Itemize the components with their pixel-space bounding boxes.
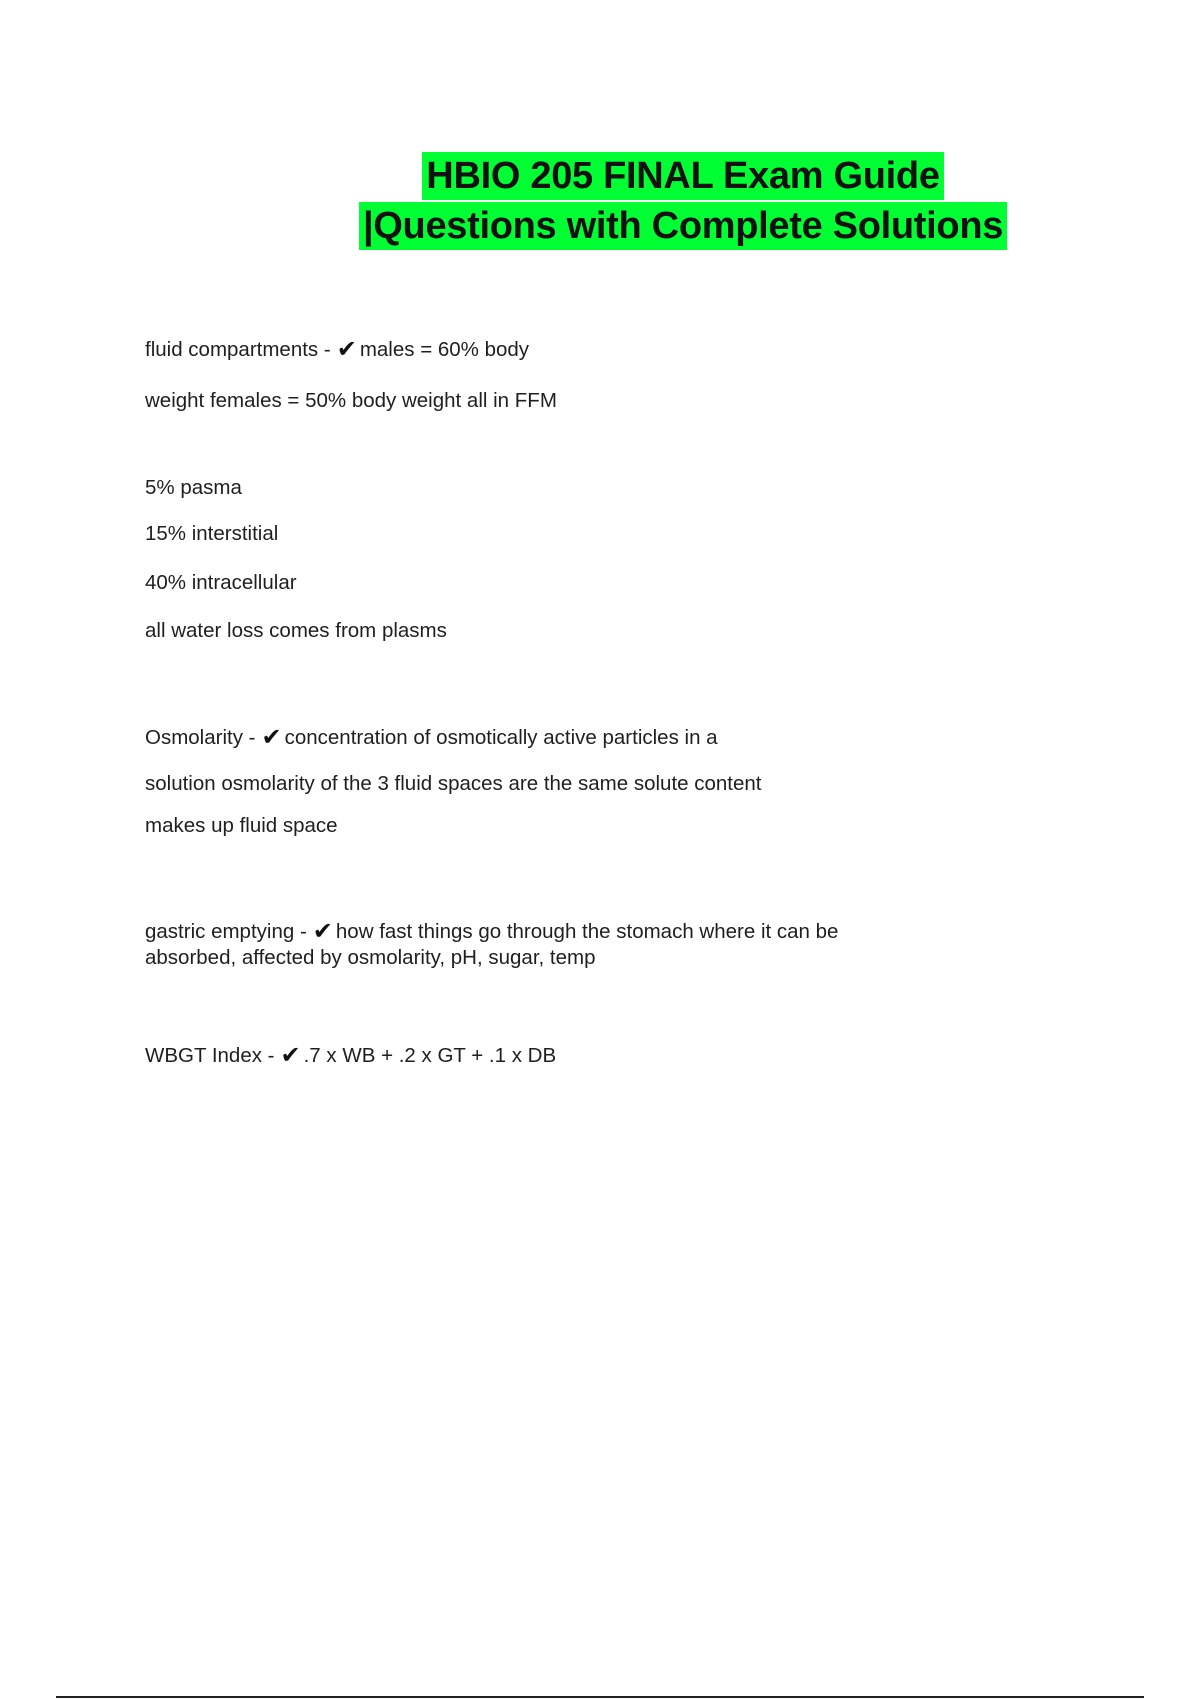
qa-osmolarity-answer-1: concentration of osmotically active particles in a bbox=[284, 726, 718, 749]
page-bottom-rule bbox=[56, 1696, 1144, 1698]
document-title bbox=[346, 152, 1020, 250]
qa-osmolarity-term: Osmolarity - bbox=[145, 726, 256, 749]
qa-fluid-question bbox=[145, 337, 529, 363]
check-mark-icon: ✔ bbox=[336, 336, 357, 363]
check-mark-icon: ✔ bbox=[280, 1042, 301, 1069]
title-line-2: |Questions with Complete Solutions bbox=[359, 202, 1007, 250]
qa-gastric-question bbox=[145, 919, 838, 945]
qa-osmolarity-answer-3: makes up fluid space bbox=[145, 814, 338, 837]
qa-gastric-term: gastric emptying - bbox=[145, 920, 307, 943]
qa-fluid-detail-4: all water loss comes from plasms bbox=[145, 619, 447, 642]
check-mark-icon: ✔ bbox=[261, 724, 282, 751]
qa-wbgt-term: WBGT Index - bbox=[145, 1044, 275, 1067]
qa-gastric-answer-1: how fast things go through the stomach where it can be bbox=[335, 920, 839, 943]
qa-fluid-detail-1: 5% pasma bbox=[145, 476, 242, 499]
check-mark-icon: ✔ bbox=[312, 918, 333, 945]
qa-wbgt-question bbox=[145, 1043, 556, 1069]
qa-fluid-answer-2: weight females = 50% body weight all in FFM bbox=[145, 389, 557, 412]
qa-fluid-answer-1: males = 60% body bbox=[359, 338, 530, 361]
qa-gastric-answer-2: absorbed, affected by osmolarity, pH, sugar, temp bbox=[145, 946, 596, 969]
qa-fluid-term: fluid compartments - bbox=[145, 338, 331, 361]
qa-wbgt-answer-1: .7 x WB + .2 x GT + .1 x DB bbox=[303, 1044, 557, 1067]
qa-osmolarity-question bbox=[145, 725, 718, 751]
title-line-1: HBIO 205 FINAL Exam Guide bbox=[422, 152, 943, 200]
qa-osmolarity-answer-2: solution osmolarity of the 3 fluid spaces are the same solute content bbox=[145, 772, 762, 795]
qa-fluid-detail-3: 40% intracellular bbox=[145, 571, 297, 594]
qa-fluid-detail-2: 15% interstitial bbox=[145, 522, 279, 545]
